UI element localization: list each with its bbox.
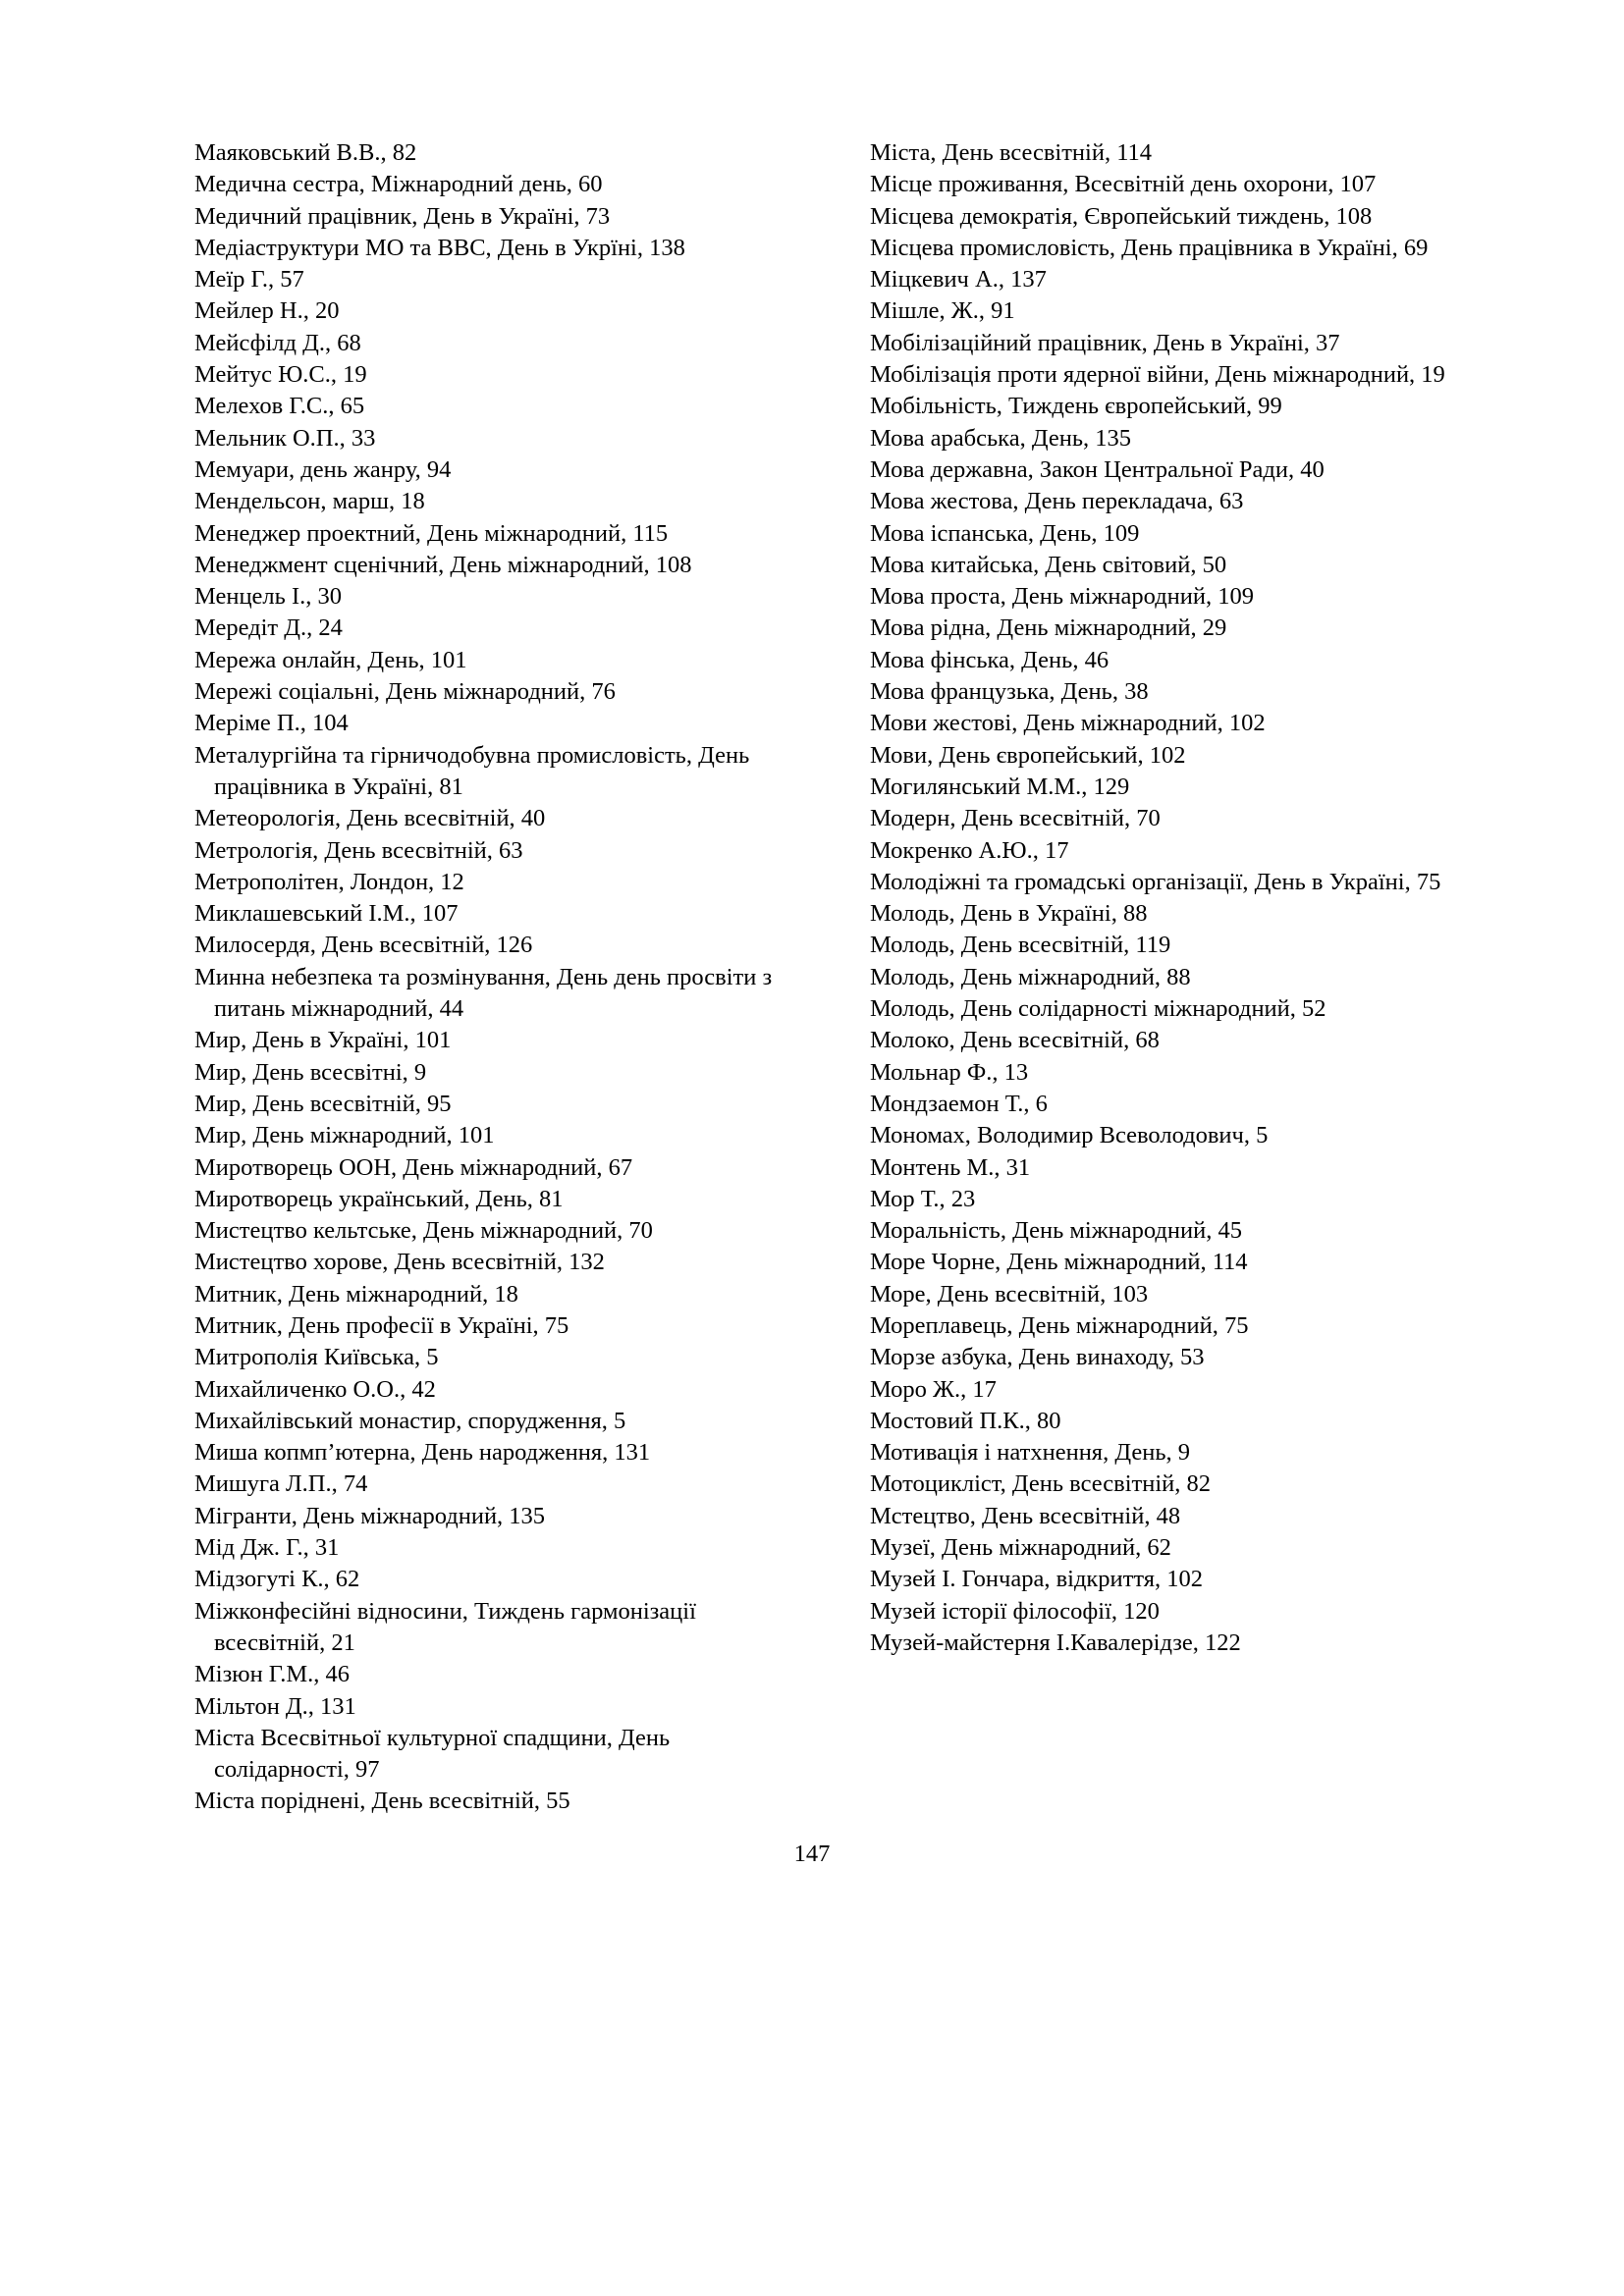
index-entry: Мишуга Л.П., 74 [194,1470,368,1498]
index-entry: Музеї, День міжнародний, 62 [870,1534,1171,1562]
index-column-right [870,137,1459,1659]
index-entry: Мобілізаційний працівник, День в Україні, 37 [870,329,1340,356]
index-entry: Мир, День міжнародний, 101 [194,1122,495,1149]
index-entry: Мотоцикліст, День всесвітній, 82 [870,1470,1211,1498]
index-entry: Менцель І., 30 [194,583,342,611]
index-entry: Метеорологія, День всесвітній, 40 [194,805,546,832]
index-entry: Мистецтво хорове, День всесвітній, 132 [194,1249,605,1276]
index-entry: Музей І. Гончара, відкриття, 102 [870,1566,1204,1593]
index-entry: Мід Дж. Г., 31 [194,1534,340,1562]
index-entry: Мор Т., 23 [870,1185,976,1212]
index-entry: Мова фінська, День, 46 [870,646,1110,673]
index-entry: Металургійна та гірничодобувна промисловість, День працівника в Україні, 81 [194,741,750,800]
page-number: 147 [793,1841,831,1867]
index-entry: Мережа онлайн, День, 101 [194,646,467,673]
index-entry: Музей історії філософії, 120 [870,1597,1160,1625]
index-entry: Мова жестова, День перекладача, 63 [870,488,1244,515]
index-entry: Мільтон Д., 131 [194,1692,356,1720]
index-entry: Мондзаемон Т., 6 [870,1090,1048,1117]
index-entry: Мостовий П.К., 80 [870,1407,1061,1434]
index-entry: Мова державна, Закон Центральної Ради, 40 [870,455,1325,483]
index-entry: Музей-майстерня І.Кавалерідзе, 122 [870,1629,1241,1656]
index-entry: Молодь, День всесвітній, 119 [870,932,1171,959]
index-entry: Мстецтво, День всесвітній, 48 [870,1502,1181,1529]
index-entry: Модерн, День всесвітній, 70 [870,805,1161,832]
index-entry: Місце проживання, Всесвітній день охорони, 107 [870,171,1377,198]
index-entry: Миша копмп’ютерна, День народження, 131 [194,1439,651,1467]
index-entry: Мережі соціальні, День міжнародний, 76 [194,678,616,706]
index-entry: Метрологія, День всесвітній, 63 [194,836,523,864]
index-entry: Мономах, Володимир Всеволодович, 5 [870,1122,1269,1149]
index-entry: Миротворець український, День, 81 [194,1185,564,1212]
index-entry: Міста поріднені, День всесвітній, 55 [194,1788,570,1815]
index-entry: Митник, День міжнародний, 18 [194,1280,518,1308]
index-entry: Мови жестові, День міжнародний, 102 [870,710,1266,737]
index-entry: Молоко, День всесвітній, 68 [870,1027,1160,1054]
index-entry: Мова іспанська, День, 109 [870,519,1140,547]
index-entry: Молодь, День міжнародний, 88 [870,963,1191,990]
index-entry: Моральність, День міжнародний, 45 [870,1217,1242,1245]
index-entry: Міжконфесійні відносини, Тиждень гармонізації всесвітній, 21 [194,1597,696,1656]
index-entry: Мобілізація проти ядерної війни, День міжнародний, 19 [870,361,1445,389]
index-entry: Маяковський В.В., 82 [194,139,417,166]
index-entry: Морзе азбука, День винаходу, 53 [870,1344,1205,1371]
index-entry: Мир, День всесвітні, 9 [194,1058,427,1086]
index-entry: Молодь, День солідарності міжнародний, 52 [870,995,1326,1023]
index-entry: Мейсфілд Д., 68 [194,329,361,356]
index-entry: Мореплавець, День міжнародний, 75 [870,1311,1249,1339]
index-entry: Могилянський М.М., 129 [870,773,1130,800]
index-entry: Менеджмент сценічний, День міжнародний, 108 [194,551,692,578]
index-entry: Міста, День всесвітній, 114 [870,139,1153,166]
index-entry: Мельник О.П., 33 [194,424,376,452]
index-entry: Милосердя, День всесвітній, 126 [194,932,533,959]
index-entry: Міцкевич А., 137 [870,266,1047,294]
index-entry: Мова французька, День, 38 [870,678,1149,706]
index-entry: Мольнар Ф., 13 [870,1058,1029,1086]
index-entry: Мішле, Ж., 91 [870,297,1015,325]
index-entry: Мейлер Н., 20 [194,297,340,325]
index-entry: Мова рідна, День міжнародний, 29 [870,614,1227,642]
index-entry: Меїр Г., 57 [194,266,304,294]
index-entry: Міста Всесвітньої культурної спадщини, День солідарності, 97 [194,1724,671,1784]
index-entry: Мир, День в Україні, 101 [194,1027,452,1054]
index-entry: Миротворець ООН, День міжнародний, 67 [194,1153,633,1181]
index-entry: Мейтус Ю.С., 19 [194,361,367,389]
index-entry: Місцева демократія, Європейський тиждень, 108 [870,202,1373,230]
index-entry: Мови, День європейський, 102 [870,741,1186,769]
index-entry: Михайличенко О.О., 42 [194,1375,436,1403]
index-entry: Миклашевський І.М., 107 [194,900,459,928]
index-column-left [194,137,784,1818]
index-entry: Медіаструктури МО та ВВС, День в Укрїні, 138 [194,234,685,261]
index-entry: Медична сестра, Міжнародний день, 60 [194,171,603,198]
index-entry: Мистецтво кельтське, День міжнародний, 70 [194,1217,653,1245]
index-entry: Мідзогуті К., 62 [194,1566,360,1593]
index-entry: Мемуари, день жанру, 94 [194,455,452,483]
index-entry: Минна небезпека та розмінування, День день просвіти з питань міжнародний, 44 [194,963,773,1023]
index-entry: Море Чорне, День міжнародний, 114 [870,1249,1248,1276]
index-entry: Мендельсон, марш, 18 [194,488,425,515]
index-entry: Мир, День всесвітній, 95 [194,1090,452,1117]
index-entry: Мередіт Д., 24 [194,614,343,642]
index-entry: Море, День всесвітній, 103 [870,1280,1149,1308]
index-entry: Мотивація і натхнення, День, 9 [870,1439,1190,1467]
index-entry: Мокренко А.Ю., 17 [870,836,1069,864]
index-entry: Медичний працівник, День в Україні, 73 [194,202,611,230]
index-entry: Мізюн Г.М., 46 [194,1661,350,1688]
index-entry: Менеджер проектний, День міжнародний, 115 [194,519,669,547]
index-entry: Мігранти, День міжнародний, 135 [194,1502,546,1529]
index-entry: Митрополія Київська, 5 [194,1344,439,1371]
index-entry: Мобільність, Тиждень європейський, 99 [870,393,1282,420]
index-entry: Михайлівський монастир, спорудження, 5 [194,1407,626,1434]
index-entry: Молодіжні та громадські організації, День в Україні, 75 [870,868,1441,895]
index-entry: Метрополітен, Лондон, 12 [194,868,464,895]
index-entry: Моро Ж., 17 [870,1375,997,1403]
index-entry: Меріме П., 104 [194,710,349,737]
index-entry: Мова арабська, День, 135 [870,424,1132,452]
index-entry: Мова китайська, День світовий, 50 [870,551,1227,578]
index-entry: Молодь, День в Україні, 88 [870,900,1148,928]
index-entry: Мова проста, День міжнародний, 109 [870,583,1255,611]
index-entry: Місцева промисловість, День працівника в Україні, 69 [870,234,1429,261]
index-entry: Митник, День професії в Україні, 75 [194,1311,569,1339]
index-entry: Мелехов Г.С., 65 [194,393,365,420]
index-entry: Монтень М., 31 [870,1153,1031,1181]
